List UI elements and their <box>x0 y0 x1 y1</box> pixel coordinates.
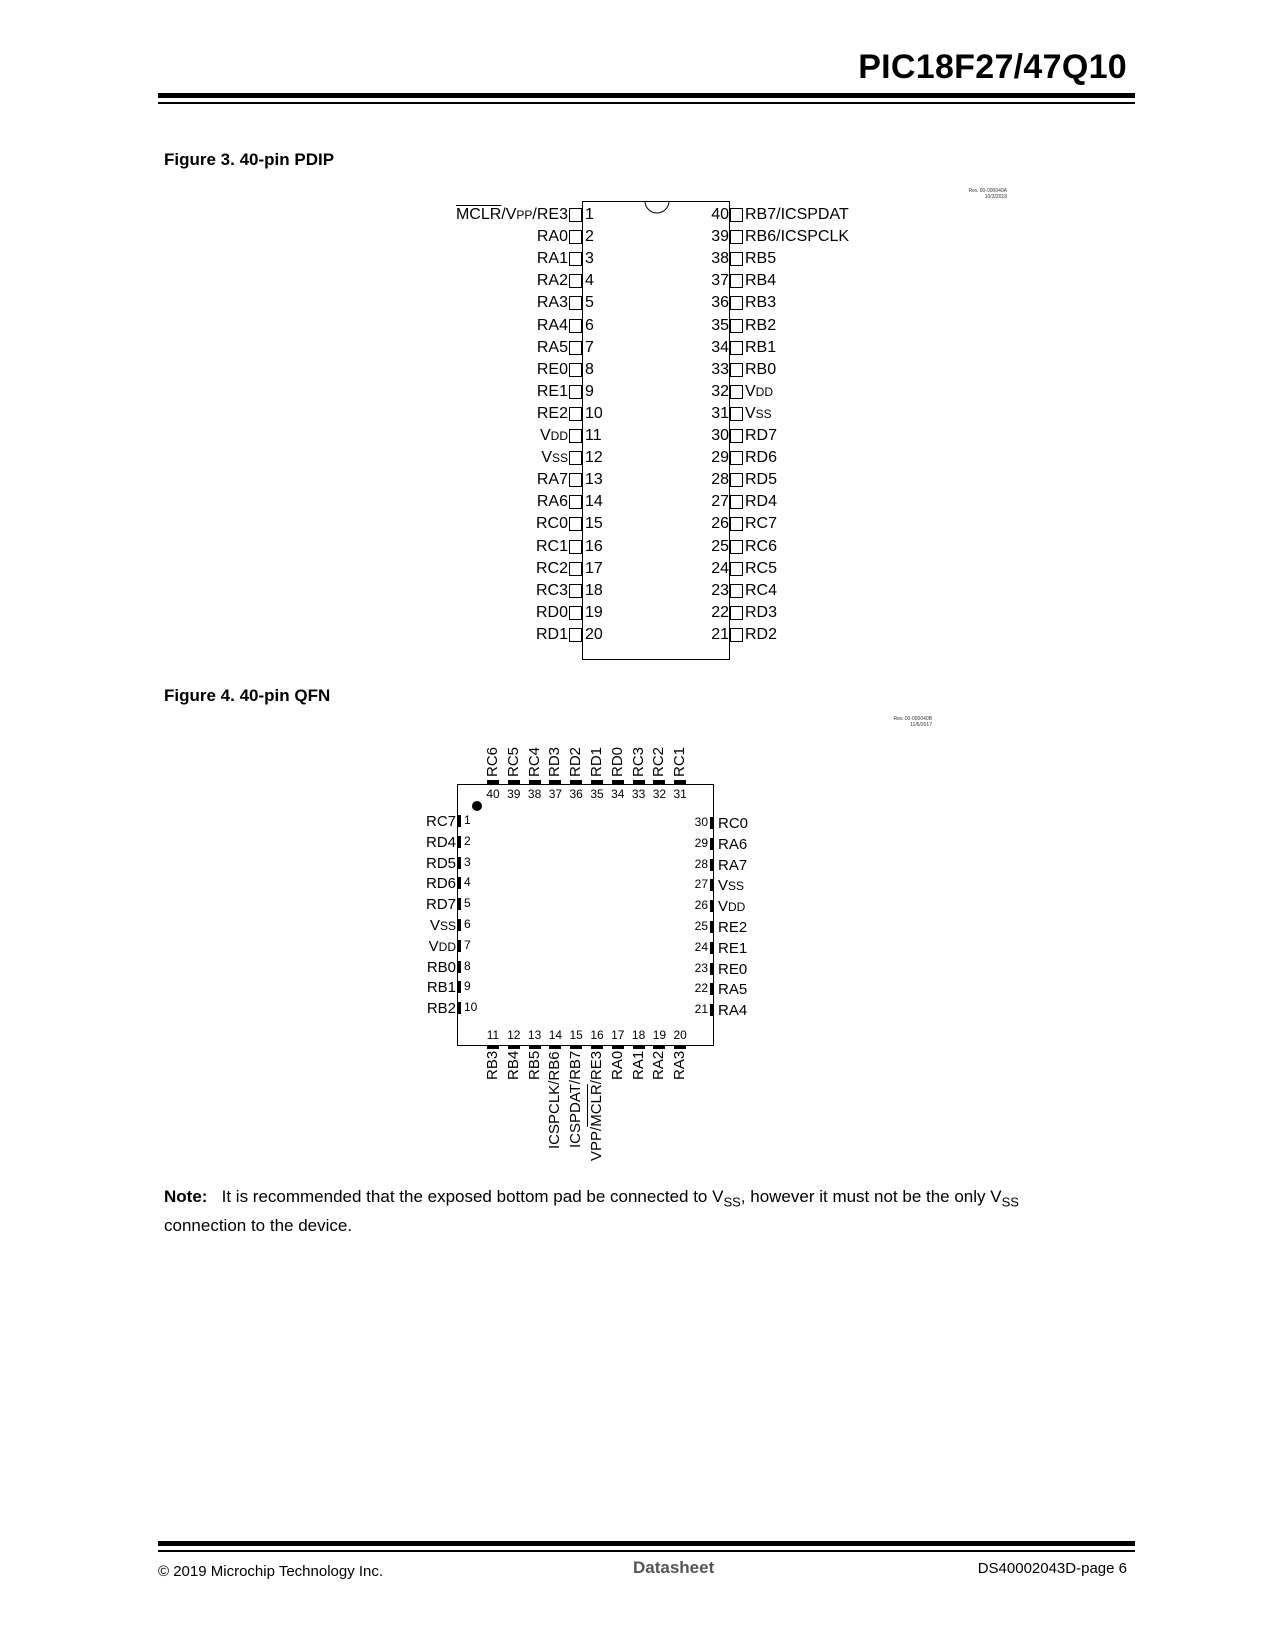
qfn-pin-label: RD0 <box>608 746 626 777</box>
pdip-pin-pad <box>730 407 743 421</box>
pdip-pin-pad <box>569 495 582 509</box>
pdip-pin-number: 15 <box>585 515 603 533</box>
pdip-pin-number: 27 <box>711 493 729 511</box>
qfn-pin-label: RC5 <box>504 746 522 777</box>
pdip-body <box>582 201 730 660</box>
pdip-pin-number: 26 <box>711 515 729 533</box>
pdip-pin-label: RA5 <box>536 338 568 356</box>
pdip-pin-pad <box>569 252 582 266</box>
qfn-pin-pad <box>612 1045 624 1049</box>
pdip-pin-label: RE1 <box>536 382 568 400</box>
qfn-pin-label: RD3 <box>546 746 564 777</box>
qfn-pin-label: VSS <box>718 877 745 895</box>
qfn-pin-number: 15 <box>569 1028 583 1042</box>
pdip-pin-number: 20 <box>585 625 603 643</box>
pdip-pin-pad <box>569 473 582 487</box>
pdip-pin-pad <box>730 230 743 244</box>
pdip-pin-label: VDD <box>539 427 568 444</box>
pdip-pin-number: 38 <box>711 250 729 268</box>
pdip-notch <box>644 200 670 214</box>
qfn-pin-number: 23 <box>694 960 708 975</box>
pdip-pin-pad <box>569 517 582 531</box>
qfn-pin-label: RB4 <box>504 1051 522 1081</box>
pdip-pin-number: 37 <box>711 272 729 290</box>
pdip-pin-pad <box>569 628 582 642</box>
pdip-pin-number: 23 <box>711 581 729 599</box>
qfn-pin-label: RA7 <box>718 856 748 874</box>
qfn-pin-number: 31 <box>673 787 687 801</box>
qfn-pin-pad <box>633 780 645 784</box>
pdip-pin-pad <box>730 319 743 333</box>
qfn-pin-pad <box>457 961 461 973</box>
footer-copyright: © 2019 Microchip Technology Inc. <box>158 1563 384 1580</box>
note-text-3: connection to the device. <box>164 1216 353 1236</box>
pdip-pin-number: 31 <box>711 404 729 422</box>
qfn-pin-label: RA0 <box>608 1051 626 1081</box>
qfn-pin-label: RC1 <box>671 746 689 777</box>
pdip-pin-label: RC2 <box>535 559 568 577</box>
qfn-pin-pad <box>457 857 461 869</box>
pdip-pin-pad <box>730 429 743 443</box>
qfn-pin-label: RC0 <box>718 815 749 832</box>
qfn-pin-pad <box>549 780 561 784</box>
qfn-pin-pad <box>508 780 520 784</box>
pdip-pin-number: 40 <box>711 206 729 223</box>
note-subscript-1: SS <box>723 1194 741 1210</box>
pdip-pin-label: RA0 <box>536 228 568 246</box>
footer-page-number: DS40002043D-page 6 <box>977 1560 1127 1577</box>
qfn-pin-label: RB0 <box>426 958 456 976</box>
qfn-pin-number: 10 <box>464 1000 478 1015</box>
note-subscript-2: SS <box>1001 1194 1019 1210</box>
pdip-pin-pad <box>730 252 743 266</box>
document-title: PIC18F27/47Q10 <box>858 48 1127 86</box>
qfn-pin-label: RB5 <box>525 1051 543 1081</box>
pdip-pin-number: 16 <box>585 537 603 555</box>
pdip-pin-pad <box>569 584 582 598</box>
qfn-pin-number: 4 <box>464 875 471 890</box>
pdip-pin-number: 17 <box>585 559 603 577</box>
pdip-pin-pad <box>730 341 743 355</box>
qfn-pin-pad <box>591 1045 603 1049</box>
figure-4-rev-line2: 11/6/2017 <box>910 722 932 728</box>
qfn-pin-pad <box>549 1045 561 1049</box>
figure-4-rev-line1: Rev. 00-000040B <box>893 716 932 722</box>
qfn-pin-number: 16 <box>590 1028 604 1042</box>
qfn-pin-pad <box>710 921 714 933</box>
qfn-pin-label: RB2 <box>426 1000 456 1018</box>
qfn-pin-number: 12 <box>507 1028 521 1042</box>
qfn-pin-number: 24 <box>694 939 708 954</box>
pdip-pin-pad <box>730 562 743 576</box>
pdip-pin-number: 8 <box>585 360 594 378</box>
qfn-pin-number: 20 <box>673 1028 687 1042</box>
pdip-pin-pad <box>730 473 743 487</box>
pdip-pin-label: RB3 <box>745 294 777 312</box>
header-rule-thin <box>158 102 1135 104</box>
pdip-pin-pad <box>730 296 743 310</box>
pdip-pin-label: RD7 <box>745 427 778 444</box>
qfn-pin-label: RD1 <box>588 746 605 777</box>
qfn-pin-label: VDD <box>718 898 746 916</box>
qfn-pin-pad <box>633 1045 645 1049</box>
qfn-pin-pad <box>570 1045 582 1049</box>
qfn-body <box>457 784 714 1046</box>
pdip-pin-number: 32 <box>711 382 729 400</box>
pdip-pin-label: VSS <box>745 404 772 422</box>
qfn-pin-number: 40 <box>486 787 500 801</box>
pdip-pin-number: 6 <box>585 316 594 334</box>
qfn-pin-label: RC2 <box>650 746 668 777</box>
pdip-pin-label: RC7 <box>745 515 778 533</box>
pdip-pin-number: 7 <box>585 338 594 356</box>
qfn-pin-number: 22 <box>694 981 708 996</box>
qfn-pin-label: ICSPDAT/RB7 <box>567 1051 585 1149</box>
qfn-pin-pad <box>487 780 499 784</box>
pdip-pin-label: RD3 <box>745 603 778 621</box>
qfn-pin-number: 19 <box>652 1028 667 1042</box>
pdip-pin-pad <box>730 540 743 554</box>
qfn-pin-pad <box>529 780 541 784</box>
qfn-pin-pad <box>710 859 714 871</box>
pdip-pin-pad <box>569 296 582 310</box>
figure-4-caption: Figure 4. 40-pin QFN <box>164 686 331 705</box>
qfn-pin-pad <box>674 1045 686 1049</box>
pdip-pin-number: 1 <box>585 206 594 223</box>
qfn-pin-number: 25 <box>694 919 708 933</box>
qfn-pin-label: VDD <box>428 937 456 955</box>
pdip-pin-label: RA1 <box>536 250 568 268</box>
pdip-pin-number: 13 <box>585 471 603 489</box>
qfn-pin-pad <box>653 780 665 784</box>
note-label: Note: <box>164 1187 208 1206</box>
qfn-pin-label: RD5 <box>425 854 456 872</box>
qfn-pin-number: 9 <box>464 979 471 994</box>
qfn-pin-number: 1 <box>464 813 471 827</box>
pdip-pin-pad <box>730 385 743 399</box>
pdip-pin-label: RA3 <box>536 294 568 312</box>
pdip-pin-pad <box>569 540 582 554</box>
qfn-pin-label: RC4 <box>525 746 543 777</box>
pdip-pin-pad <box>730 495 743 509</box>
qfn-pin-number: 6 <box>464 917 471 931</box>
pdip-pin-pad <box>569 230 582 244</box>
qfn-pin-number: 33 <box>631 787 646 801</box>
qfn-pin-pad <box>457 898 461 910</box>
pdip-pin-pad <box>569 363 582 377</box>
pdip-pin-pad <box>569 208 582 222</box>
qfn-pin-pad <box>591 780 603 784</box>
pdip-pin-number: 12 <box>585 449 603 467</box>
pdip-pin-label: RD1 <box>535 625 568 643</box>
qfn-pin-pad <box>710 1004 714 1016</box>
pdip-pin-pad <box>569 606 582 620</box>
qfn-pin-pad <box>653 1045 665 1049</box>
qfn-pin-number: 29 <box>694 835 708 850</box>
pdip-pin-number: 9 <box>585 382 594 400</box>
pdip-pin-label: RA4 <box>536 316 568 334</box>
pdip-pin-pad <box>730 363 743 377</box>
pdip-pin-number: 10 <box>585 404 603 422</box>
note-text-2: , however it must not be the only V <box>740 1187 1002 1206</box>
pdip-pin-pad <box>730 274 743 288</box>
pdip-pin-label: RB5 <box>745 250 777 268</box>
pdip-pin-number: 4 <box>585 272 594 290</box>
pdip-pin-label: RC1 <box>535 537 568 555</box>
header-rule-thick <box>158 93 1135 98</box>
qfn-pin-label: RC3 <box>629 746 647 777</box>
qfn-pin-pad <box>710 983 714 995</box>
pdip-pin-label: VDD <box>745 382 774 400</box>
qfn-pin-number: 11 <box>486 1028 500 1042</box>
qfn-pin-label: VSS <box>429 917 456 934</box>
pdip-pin-label: RB2 <box>745 316 777 334</box>
qfn-pin-number: 13 <box>527 1028 542 1042</box>
pdip-pin-pad <box>730 584 743 598</box>
qfn-pin-pad <box>570 780 582 784</box>
pdip-pin-pad <box>569 562 582 576</box>
pdip-pin-pad <box>569 274 582 288</box>
qfn-pin-pad <box>487 1045 499 1049</box>
pdip-pin-label: RD2 <box>745 625 778 643</box>
qfn-pin-label: RC6 <box>484 746 501 777</box>
qfn-pin-label: RA3 <box>671 1051 689 1081</box>
qfn-pin-number: 37 <box>548 787 563 801</box>
qfn-pin-label: VPP/MCLR/RE3 <box>588 1051 605 1162</box>
qfn-pin-pad <box>457 815 461 827</box>
pdip-pin-label: RD6 <box>745 449 778 467</box>
pdip-pin-label: RC6 <box>745 537 778 555</box>
footer-doc-type: Datasheet <box>633 1558 715 1577</box>
qfn-pin-pad <box>710 817 714 829</box>
figure-4-revision <box>850 716 932 728</box>
pdip-pin-label: RD5 <box>745 471 778 489</box>
pdip-pin-number: 28 <box>711 471 729 489</box>
qfn-pin-number: 26 <box>694 898 708 913</box>
pdip-pin-label: MCLR/VPP/RE3 <box>455 206 568 223</box>
pdip-pin-label: RD4 <box>745 493 778 511</box>
qfn-pin-label: RE0 <box>718 960 748 978</box>
figure-3-caption: Figure 3. 40-pin PDIP <box>164 150 335 169</box>
qfn-pin-label: RE2 <box>718 919 748 936</box>
pdip-pin-pad <box>569 341 582 355</box>
pdip-pin-number: 24 <box>711 559 729 577</box>
pdip-pin-label: VSS <box>541 449 568 467</box>
qfn-pin-number: 14 <box>548 1028 563 1042</box>
qfn-pin-pad <box>457 836 461 848</box>
qfn-pin-number: 38 <box>527 787 542 801</box>
qfn-pin-label: RA2 <box>650 1051 668 1081</box>
qfn-pin-label: ICSPCLK/RB6 <box>546 1051 564 1149</box>
qfn-pin-label: RB1 <box>426 979 456 997</box>
note-text-1: It is recommended that the exposed bottom pad be connected to V <box>221 1187 724 1206</box>
pdip-pin-number: 29 <box>711 449 729 467</box>
qfn-pin-number: 3 <box>464 854 471 869</box>
figure-3-rev-line1: Rev. 00-000040A <box>968 188 1007 194</box>
qfn-pin-number: 30 <box>694 815 708 829</box>
qfn-pin-label: RD6 <box>425 875 456 893</box>
pdip-pin-label: RD0 <box>535 603 568 621</box>
pdip-pin-number: 19 <box>585 603 603 621</box>
pdip-pin-number: 14 <box>585 493 603 511</box>
qfn-pin-pad <box>710 942 714 954</box>
qfn-pin-pad <box>710 879 714 891</box>
pdip-pin-label: RA7 <box>536 471 568 489</box>
pdip-pin-number: 21 <box>711 625 729 643</box>
pdip-pin-pad <box>569 319 582 333</box>
qfn-pin-number: 27 <box>694 877 708 892</box>
pin1-indicator-dot <box>472 801 482 811</box>
qfn-pin-label: RA6 <box>718 835 748 853</box>
qfn-pin-number: 5 <box>464 896 471 911</box>
qfn-pin-number: 21 <box>694 1002 708 1017</box>
pdip-pin-number: 11 <box>585 427 602 444</box>
pdip-pin-label: RC5 <box>745 559 778 577</box>
pdip-pin-label: RA6 <box>536 493 568 511</box>
pdip-pin-number: 34 <box>711 338 729 356</box>
qfn-pin-number: 8 <box>464 958 471 973</box>
figure-3-revision <box>925 188 1007 200</box>
qfn-pin-number: 17 <box>611 1028 625 1042</box>
qfn-pin-pad <box>457 877 461 889</box>
pdip-pin-label: RA2 <box>536 272 568 290</box>
pdip-pin-label: RB4 <box>745 272 777 290</box>
qfn-pin-label: RB3 <box>484 1051 501 1081</box>
pdip-pin-label: RB1 <box>745 338 777 356</box>
pdip-pin-pad <box>569 407 582 421</box>
qfn-pin-label: RC7 <box>425 813 456 830</box>
qfn-pin-label: RD4 <box>425 833 456 851</box>
qfn-pin-number: 34 <box>611 787 625 801</box>
qfn-pin-label: RD7 <box>425 896 456 914</box>
pdip-pin-number: 18 <box>585 581 603 599</box>
qfn-pin-number: 18 <box>631 1028 646 1042</box>
qfn-pin-label: RD2 <box>567 746 585 777</box>
qfn-pin-pad <box>457 940 461 952</box>
qfn-pin-number: 39 <box>507 787 521 801</box>
qfn-pin-number: 28 <box>694 856 708 871</box>
pdip-pin-label: RB7/ICSPDAT <box>745 206 849 223</box>
qfn-pin-number: 2 <box>464 833 471 848</box>
qfn-pin-pad <box>529 1045 541 1049</box>
qfn-pin-pad <box>457 1002 461 1014</box>
footer-rule-thin <box>158 1550 1135 1552</box>
qfn-pin-pad <box>710 838 714 850</box>
pdip-pin-pad <box>730 451 743 465</box>
pdip-pin-number: 5 <box>585 294 594 312</box>
pdip-pin-pad <box>569 451 582 465</box>
pdip-pin-pad <box>569 429 582 443</box>
qfn-pin-number: 32 <box>652 787 667 801</box>
pdip-pin-label: RB6/ICSPCLK <box>745 228 850 246</box>
qfn-pin-number: 36 <box>569 787 583 801</box>
qfn-pin-pad <box>674 780 686 784</box>
pdip-pin-number: 30 <box>711 427 729 444</box>
qfn-pin-label: RA5 <box>718 981 748 999</box>
pdip-pin-number: 35 <box>711 316 729 334</box>
qfn-pin-label: RE1 <box>718 939 748 957</box>
qfn-pin-pad <box>710 900 714 912</box>
qfn-pin-number: 35 <box>590 787 604 801</box>
qfn-pin-pad <box>457 919 461 931</box>
pdip-pin-label: RE0 <box>536 360 568 378</box>
pdip-pin-label: RC0 <box>535 515 568 533</box>
pdip-pin-number: 2 <box>585 228 594 246</box>
qfn-pin-pad <box>457 981 461 993</box>
qfn-pin-number: 7 <box>464 937 471 952</box>
qfn-pin-label: RA4 <box>718 1002 748 1020</box>
pdip-pin-pad <box>730 628 743 642</box>
pdip-pin-label: RC3 <box>535 581 568 599</box>
qfn-pin-pad <box>508 1045 520 1049</box>
pdip-pin-pad <box>730 606 743 620</box>
pdip-pin-number: 25 <box>711 537 729 555</box>
footer-rule-thick <box>158 1541 1135 1546</box>
figure-3-rev-line2: 10/3/2018 <box>984 194 1007 200</box>
note-paragraph <box>164 1185 1104 1238</box>
pdip-pin-number: 36 <box>711 294 729 312</box>
pdip-pin-label: RC4 <box>745 581 778 599</box>
pdip-pin-label: RE2 <box>536 404 568 422</box>
pdip-pin-label: RB0 <box>745 360 777 378</box>
pdip-pin-pad <box>730 208 743 222</box>
pdip-pin-number: 39 <box>711 228 729 246</box>
pdip-pin-number: 33 <box>711 360 729 378</box>
pdip-pin-number: 3 <box>585 250 594 268</box>
qfn-pin-pad <box>710 963 714 975</box>
qfn-pin-pad <box>612 780 624 784</box>
pdip-pin-number: 22 <box>711 603 729 621</box>
pdip-pin-pad <box>569 385 582 399</box>
pdip-pin-pad <box>730 517 743 531</box>
qfn-pin-label: RA1 <box>629 1051 647 1081</box>
